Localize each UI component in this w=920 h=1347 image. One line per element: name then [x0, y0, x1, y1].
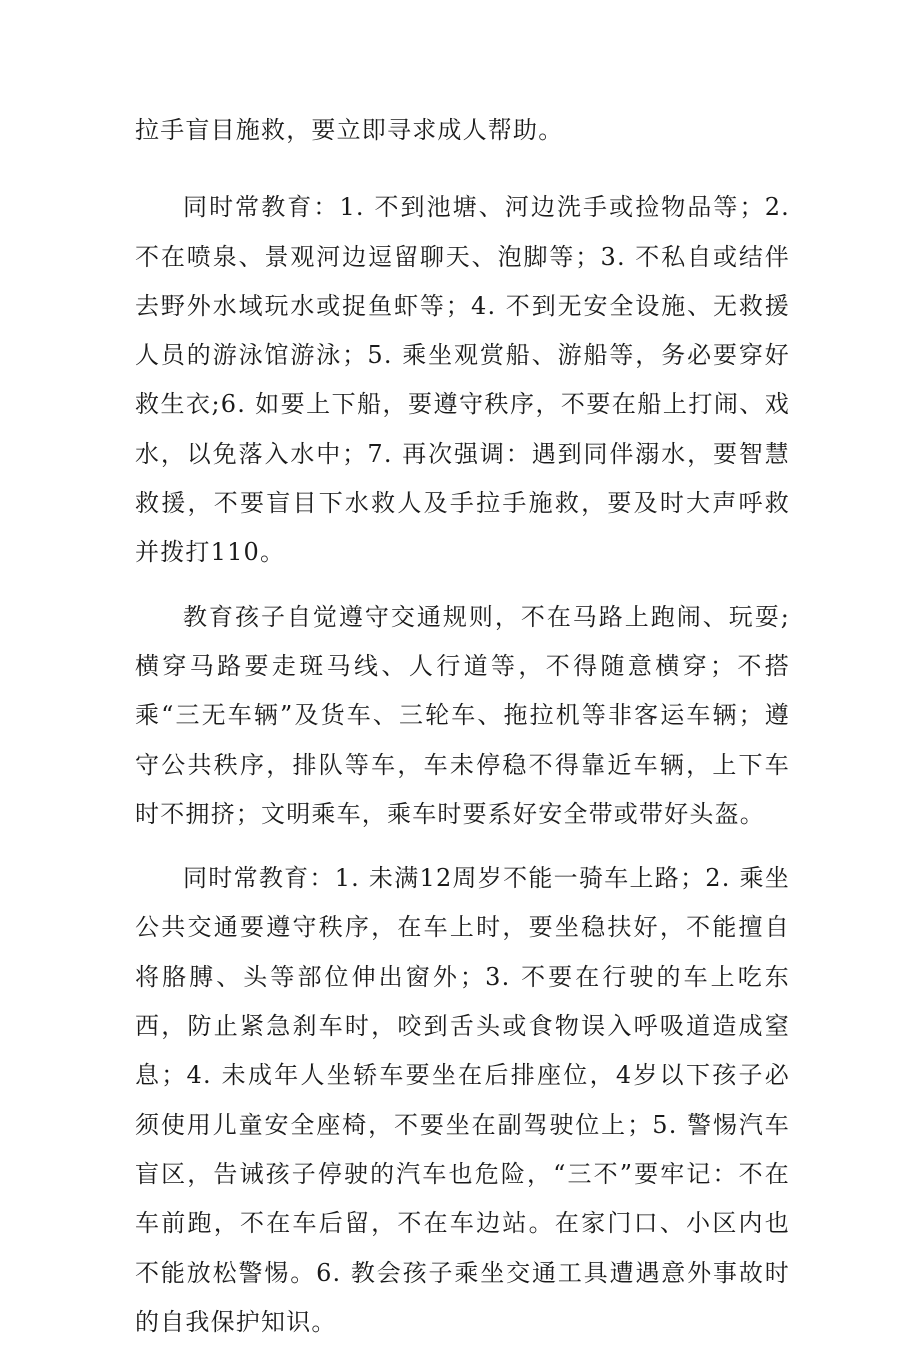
document-body [135, 106, 790, 1347]
paragraph-water-safety-rules: 同时常教育：1. 不到池塘、河边洗手或捡物品等；2. 不在喷泉、景观河边逗留聊天、泡脚等；3. 不私自或结伴去野外水域玩水或捉鱼虾等；4. 不到无安全设施、无救援人员的游泳馆游泳；5. 乘坐观赏船、游船等，务必要穿好救生衣;6. 如要上下船，要遵守秩序，不要在船上打闹、戏水，以免落入水中；7. 再次强调：遇到同伴溺水，要智慧救援，不要盲目下水救人及手拉手施救，要及时大声呼救并拨打110。 [135, 193, 790, 567]
paragraph-traffic-rules: 教育孩子自觉遵守交通规则，不在马路上跑闹、玩耍;横穿马路要走斑马线、人行道等，不得随意横穿；不搭乘“三无车辆”及货车、三轮车、拖拉机等非客运车辆；遵守公共秩序，排队等车，车未停稳不得靠近车辆，上下车时不拥挤；文明乘车，乘车时要系好安全带或带好头盔。 [135, 602, 790, 828]
paragraph-continuation: 拉手盲目施救，要立即寻求成人帮助。 [135, 116, 564, 144]
paragraph-traffic-safety-rules: 同时常教育：1. 未满12周岁不能一骑车上路；2. 乘坐公共交通要遵守秩序，在车上时，要坐稳扶好，不能擅自将胳膊、头等部位伸出窗外；3. 不要在行驶的车上吃东西，防止紧急刹车时，咬到舌头或食物误入呼吸道造成窒息；4. 未成年人坐轿车要坐在后排座位，4岁以下孩子必须使用儿童安全座椅，不要坐在副驾驶位上；5. 警惕汽车盲区，告诫孩子停驶的汽车也危险，“三不”要牢记：不在车前跑，不在车后留，不在车边站。在家门口、小区内也不能放松警惕。6. 教会孩子乘坐交通工具遭遇意外事故时的自我保护知识。 [135, 864, 790, 1336]
